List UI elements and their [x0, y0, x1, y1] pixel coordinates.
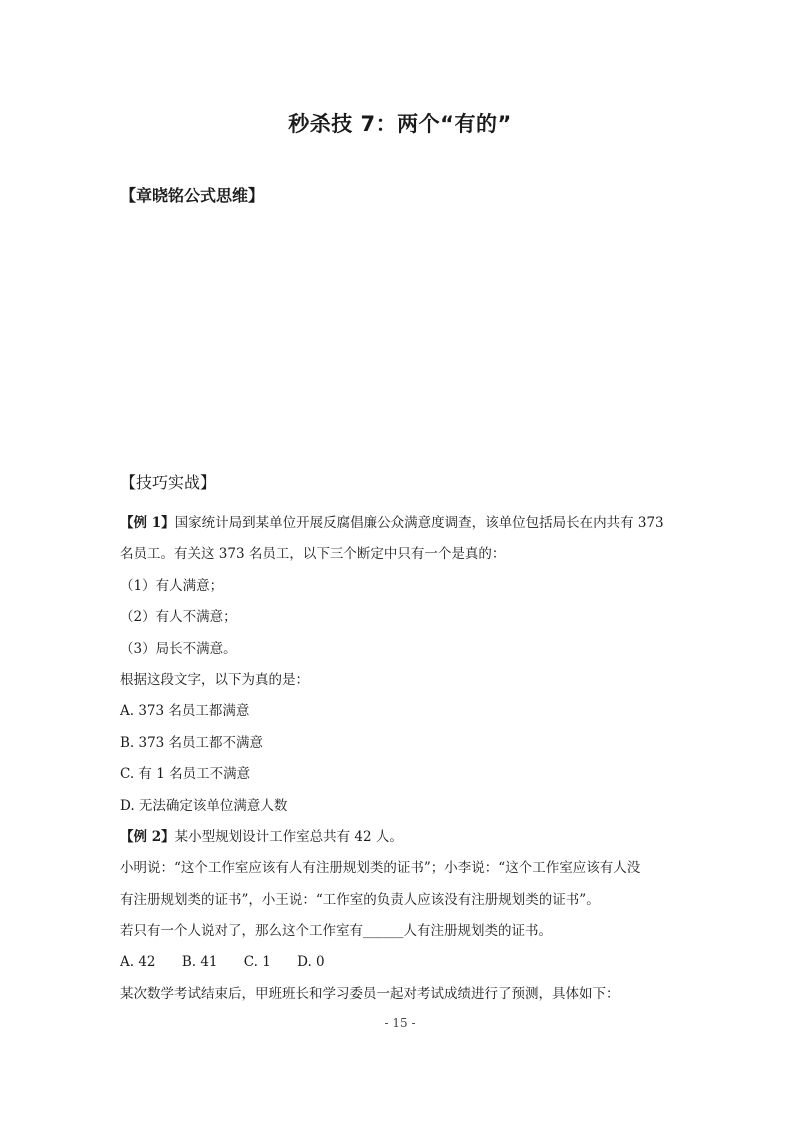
examples-body [120, 508, 690, 1010]
example2-option-b: B. 41 [181, 954, 218, 971]
example1-tag: 【例 1】 [120, 515, 175, 531]
next-question-line: 某次数学考试结束后，甲班班长和学习委员一起对考试成绩进行了预测，具体如下： [120, 985, 620, 1002]
example1-statement-2: （2）有人不满意； [120, 609, 237, 626]
example1-option-c: C. 有 1 名员工不满意 [120, 766, 251, 783]
example2-speech-line1: 小明说：“这个工作室应该有人有注册规划类的证书”；小李说：“这个工作室应该有人没 [120, 860, 641, 877]
example2-stem: 【例 2】某小型规划设计工作室总共有 42 人。 [120, 828, 403, 845]
example2-speech-line2: 有注册规划类的证书”，小王说：“工作室的负责人应该没有注册规划类的证书”。 [120, 891, 600, 908]
example1-option-d: D. 无法确定该单位满意人数 [120, 797, 288, 814]
example2-question: 若只有一个人说对了，那么这个工作室有______人有注册规划类的证书。 [120, 923, 552, 940]
practice-section-heading: 【技巧实战】 [120, 473, 217, 492]
example1-statement-1: （1）有人满意； [120, 577, 224, 594]
example1-stem-line2: 名员工。有关这 373 名员工，以下三个断定中只有一个是真的： [120, 546, 506, 563]
example2-options [120, 947, 690, 978]
page-number: - 15 - [384, 1016, 416, 1030]
example2-tag: 【例 2】 [120, 828, 175, 845]
example2-option-d: D. 0 [297, 954, 325, 971]
blank-formula-area [120, 215, 680, 455]
page-title: 秒杀技 7：两个“有的” [288, 112, 512, 136]
example1-question: 根据这段文字，以下为真的是： [120, 671, 309, 688]
example2-option-a: A. 42 [120, 954, 156, 971]
example2-option-c: C. 1 [243, 954, 271, 971]
formula-section-heading: 【章晓铭公式思维】 [120, 186, 265, 205]
example1-option-b: B. 373 名员工都不满意 [120, 734, 264, 751]
example1-option-a: A. 373 名员工都满意 [120, 703, 250, 720]
example1-statement-3: （3）局长不满意。 [120, 640, 237, 657]
example1-stem-line1: 【例 1】国家统计局到某单位开展反腐倡廉公众满意度调查，该单位包括局长在内共有 373 [120, 515, 664, 531]
